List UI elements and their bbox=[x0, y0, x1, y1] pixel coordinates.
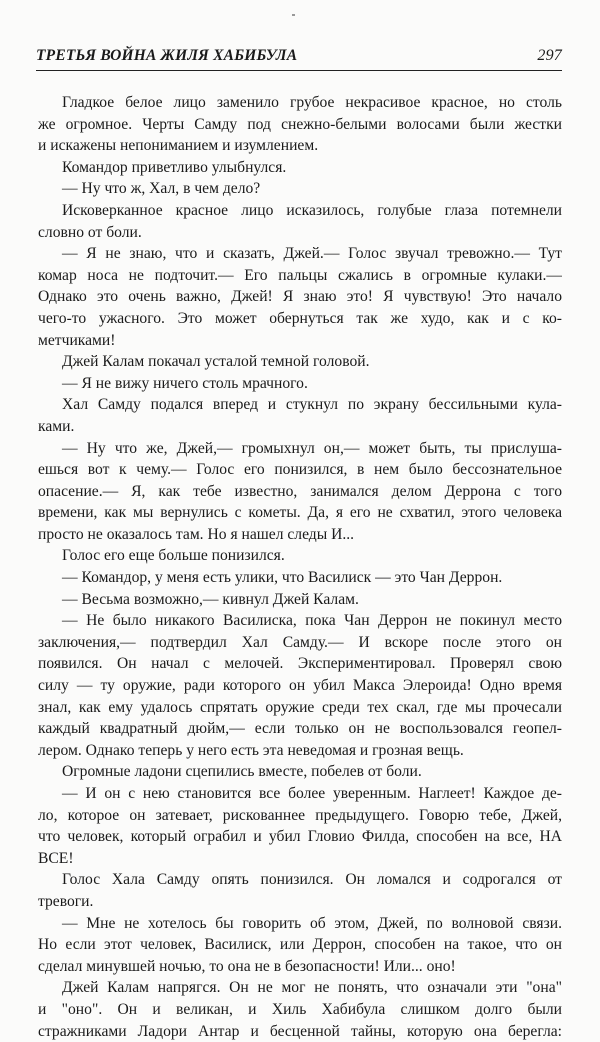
text-line: Огромные ладони сцепились вместе, побелев от боли. bbox=[62, 763, 422, 781]
text-line: — Командор, у меня есть улики, что Василиск — это Чан Деррон. bbox=[62, 569, 503, 587]
text-line: Джей Калам покачал усталой темной головой. bbox=[62, 353, 370, 371]
text-line: времени, как мы вернулись с кометы. Да, я его не схватил, этого человека bbox=[38, 504, 562, 522]
text-line: — Весьма возможно,— кивнул Джей Калам. bbox=[62, 590, 359, 608]
text-line: словно от боли. bbox=[38, 223, 142, 241]
text-line: — Не было никакого Василиска, пока Чан Деррон не покинул место bbox=[62, 612, 562, 630]
text-line: каждый квадратный дюйм,— если только он не воспользовался геопел- bbox=[38, 720, 562, 738]
text-line: что человек, который ограбил и убил Гловио Филда, способен на все, НА bbox=[38, 828, 562, 846]
text-line: стражниками Ладори Антар и бесценной тайны, которую она берегла: bbox=[38, 1022, 562, 1040]
text-line: и "оно". Он и великан, и Хиль Хабибула слишком долго были bbox=[38, 1000, 562, 1018]
text-line: Командор приветливо улыбнулся. bbox=[62, 158, 287, 176]
text-line: опасение.— Я, как тебе известно, занимался делом Деррона с того bbox=[38, 482, 562, 500]
text-line: Исковерканное красное лицо исказилось, голубые глаза потемнели bbox=[62, 201, 562, 219]
text-line: — Я не вижу ничего столь мрачного. bbox=[62, 374, 308, 392]
text-line: ешься вот к чему.— Голос его понизился, в нем было бессознательное bbox=[38, 461, 562, 479]
text-line: лером. Однако теперь у него есть эта неведомая и грозная вещь. bbox=[38, 741, 464, 759]
text-line: — Ну что ж, Хал, в чем дело? bbox=[62, 180, 261, 198]
page-mark bbox=[292, 14, 295, 16]
text-line: и искажены непониманием и изумлением. bbox=[38, 137, 319, 155]
running-header bbox=[36, 46, 562, 71]
text-line: — И он с нею становится все более уверенным. Наглеет! Каждое де- bbox=[62, 785, 562, 802]
text-line: сделал минувшей ночью, то она не в безопасности! Или... оно! bbox=[38, 957, 456, 975]
text-line: ло, которое он затевает, рискованнее предыдущего. Говорю тебе, Джей, bbox=[38, 806, 562, 824]
text-line: заключения,— подтвердил Хал Самду.— И вскоре после этого он bbox=[38, 633, 562, 651]
text-line: — Ну что же, Джей,— громыхнул он,— может быть, ты прислуша- bbox=[62, 439, 562, 457]
text-line: Джей Калам напрягся. Он не мог не понять, что означали эти "она" bbox=[62, 979, 562, 997]
text-line: Хал Самду подался вперед и стукнул по экрану бессильными кула- bbox=[62, 396, 562, 414]
page-number: 297 bbox=[537, 47, 562, 64]
text-line: просто не оказалось там. Но я нашел следы И... bbox=[38, 525, 355, 543]
text-line: комар носа не подточит.— Его пальцы сжались в огромные кулаки.— bbox=[38, 266, 562, 284]
text-line: Голос Хала Самду опять понизился. Он ломался и содрогался от bbox=[62, 871, 562, 889]
text-line: Гладкое белое лицо заменило грубое некрасивое красное, но столь bbox=[62, 94, 562, 111]
running-title: ТРЕТЬЯ ВОЙНА ЖИЛЯ ХАБИБУЛА bbox=[36, 47, 298, 64]
text-line: же огромное. Черты Самду под снежно-белыми волосами были жестки bbox=[38, 115, 562, 133]
text-line: знал, как ему удалось спрятать оружие среди тех скал, где мы прочесали bbox=[38, 698, 562, 716]
text-line: Голос его еще больше понизился. bbox=[62, 547, 285, 565]
text-line: ВСЕ! bbox=[38, 849, 74, 867]
text-line: — Мне не хотелось бы говорить об этом, Джей, по волновой связи. bbox=[62, 914, 562, 932]
text-line: ками. bbox=[38, 417, 75, 435]
text-line: тревоги. bbox=[38, 892, 94, 910]
text-line: метчиками! bbox=[38, 331, 116, 349]
body-text bbox=[38, 92, 562, 1042]
text-line: Однако это очень важно, Джей! Я знаю это! Я чувствую! Это начало bbox=[38, 288, 562, 306]
text-line: чего-то ужасного. Это может обернуться так же худо, как и с ко- bbox=[38, 309, 562, 327]
text-line: появился. Он начал с мелочей. Экспериментировал. Проверял свою bbox=[38, 655, 562, 673]
text-line: — Я не знаю, что и сказать, Джей.— Голос звучал тревожно.— Тут bbox=[62, 245, 562, 263]
text-line: Но если этот человек, Василиск, или Деррон, способен на такое, что он bbox=[38, 936, 562, 954]
text-line: силу — ту оружие, ради которого он убил Макса Элероида! Одно время bbox=[38, 677, 562, 695]
